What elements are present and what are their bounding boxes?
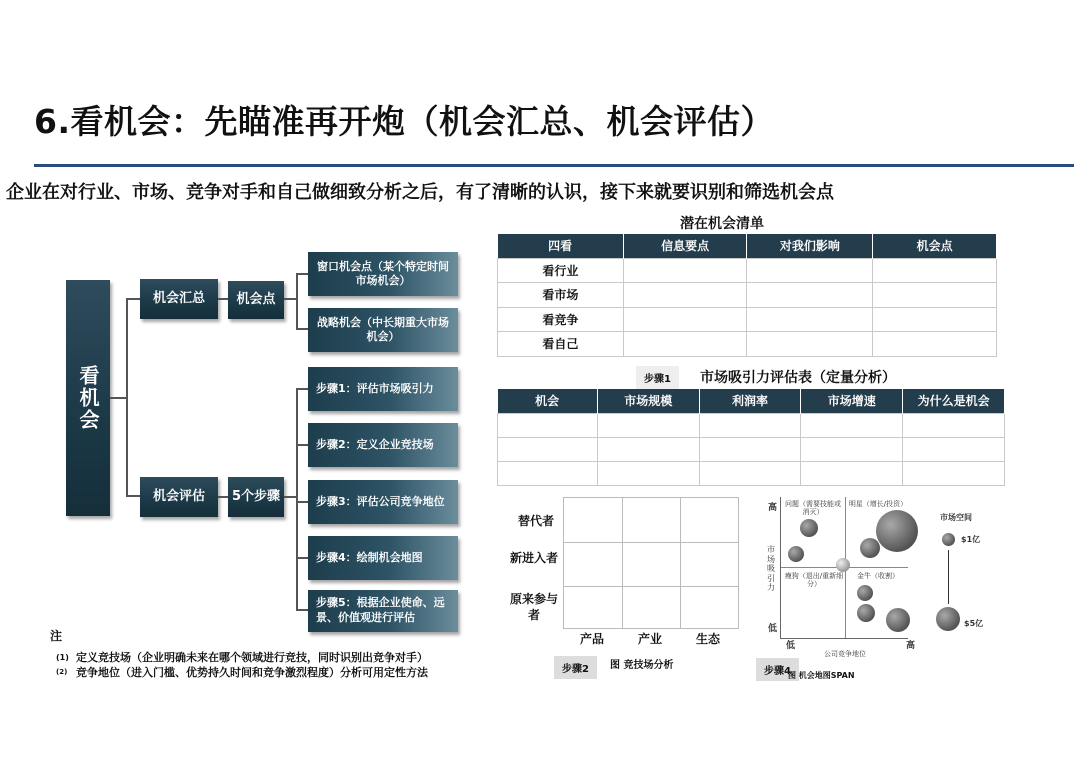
quadrant-dog: 瘦狗（退出/重新细分） [784,572,844,589]
table2-header: 为什么是机会 [903,389,1005,413]
connector [296,328,308,330]
connector [126,298,140,300]
connector [296,273,308,275]
title-rule [34,164,1074,167]
strategic-opportunity-node: 战略机会（中长期重大市场机会） [308,308,458,352]
connector [126,495,140,497]
step-3-node: 步骤3：评估公司竞争地位 [308,480,458,524]
connector [110,397,126,399]
page-subtitle: 企业在对行业、市场、竞争对手和自己做细致分析之后，有了清晰的认识，接下来就要识别和筛选机会点 [6,182,834,203]
x-axis-high: 高 [906,641,916,651]
y-axis-high: 高 [768,503,778,513]
x-axis-low: 低 [786,641,796,651]
row-label: 看市场 [498,283,624,308]
opportunity-bubble [886,608,910,632]
connector [296,501,308,503]
step4-tag: 步骤4 [756,658,799,681]
row-label: 看行业 [498,258,624,283]
table-row [498,283,997,308]
legend-arrow [948,550,949,604]
notes-head: 注 [50,629,63,643]
arena-col-label: 产品 [579,632,604,646]
legend-title: 市场空间 [940,513,972,522]
connector [218,298,228,300]
connector [296,444,308,446]
quadrant-cow: 金牛（收割） [857,572,899,580]
opportunity-list-table [497,234,997,357]
arena-caption: 图 竞技场分析 [610,660,674,671]
note-1: 定义竞技场（企业明确未来在哪个领域进行竞技，同时识别出竞争对手） [76,651,428,664]
arena-grid [563,497,739,629]
table1-caption: 潜在机会清单 [680,216,764,232]
table-row [498,307,997,332]
arena-col-label: 生态 [695,632,720,646]
table2-header: 市场规模 [597,389,699,413]
y-axis-label: 市场吸引力 [767,545,775,593]
opportunity-bubble [800,519,818,537]
connector [218,496,228,498]
opportunity-bubble [860,538,880,558]
span-caption: 图 机会地图SPAN [788,671,855,680]
opportunity-bubble [836,558,850,572]
opportunity-bubble [876,510,918,552]
note-1-number: (1) [56,653,69,662]
connector [284,496,296,498]
opportunity-bubble [788,546,804,562]
connector [296,557,308,559]
step-2-node: 步骤2：定义企业竞技场 [308,423,458,467]
step-4-node: 步骤4：绘制机会地图 [308,536,458,580]
connector [296,388,298,610]
market-attractiveness-table [497,389,1005,486]
table1-header: 信息要点 [623,234,747,258]
table2-header: 市场增速 [801,389,903,413]
note-2: 竞争地位（进入门槛、优势持久时间和竞争激烈程度）分析可用定性方法 [76,666,428,679]
note-2-number: (2) [56,668,68,676]
points-node: 机会点 [228,281,284,319]
legend-small-label: $1亿 [961,535,981,544]
summary-node: 机会汇总 [140,279,218,319]
y-axis-low: 低 [768,624,778,634]
table-row [498,258,997,283]
quadrant-star: 明星（增长/投资） [848,500,908,508]
step-5-node: 步骤5：根据企业使命、远景、价值观进行评估 [308,590,458,632]
legend-small-bubble [942,533,955,546]
step2-tag: 步骤2 [554,656,597,679]
table1-header: 四看 [498,234,624,258]
x-axis-label: 公司竞争地位 [824,650,866,658]
step-1-node: 步骤1：评估市场吸引力 [308,367,458,411]
table-row [498,461,1005,485]
opportunity-bubble [857,585,873,601]
table1-header: 对我们影响 [747,234,873,258]
quadrant-question: 问题（需要技能或消灭） [785,500,841,517]
five-steps-node: 5个步骤 [228,477,284,517]
step1-tag: 步骤1 [636,366,679,389]
evaluate-node: 机会评估 [140,477,218,517]
connector [126,298,128,496]
table2-header: 利润率 [699,389,801,413]
table-row [498,332,997,357]
arena-row-label: 新进入者 [510,551,559,565]
table-row [498,413,1005,437]
table1-header: 机会点 [873,234,997,258]
row-label: 看自己 [498,332,624,357]
connector [296,609,308,611]
window-opportunity-node: 窗口机会点（某个特定时间市场机会） [308,252,458,296]
connector [284,298,296,300]
connector [296,388,308,390]
connector [296,273,298,329]
table2-header: 机会 [498,389,598,413]
page-title: 6.看机会：先瞄准再开炮（机会汇总、机会评估） [34,102,774,141]
table2-caption: 市场吸引力评估表（定量分析） [700,370,896,386]
arena-col-label: 产业 [637,632,662,646]
table-row [498,437,1005,461]
arena-row-label: 替代者 [517,514,554,528]
opportunity-bubble [857,604,875,622]
arena-row-label: 原来参与者 [510,592,559,622]
root-node: 看机会 [66,280,110,516]
legend-large-bubble [936,607,960,631]
row-label: 看竞争 [498,307,624,332]
legend-large-label: $5亿 [964,619,984,628]
